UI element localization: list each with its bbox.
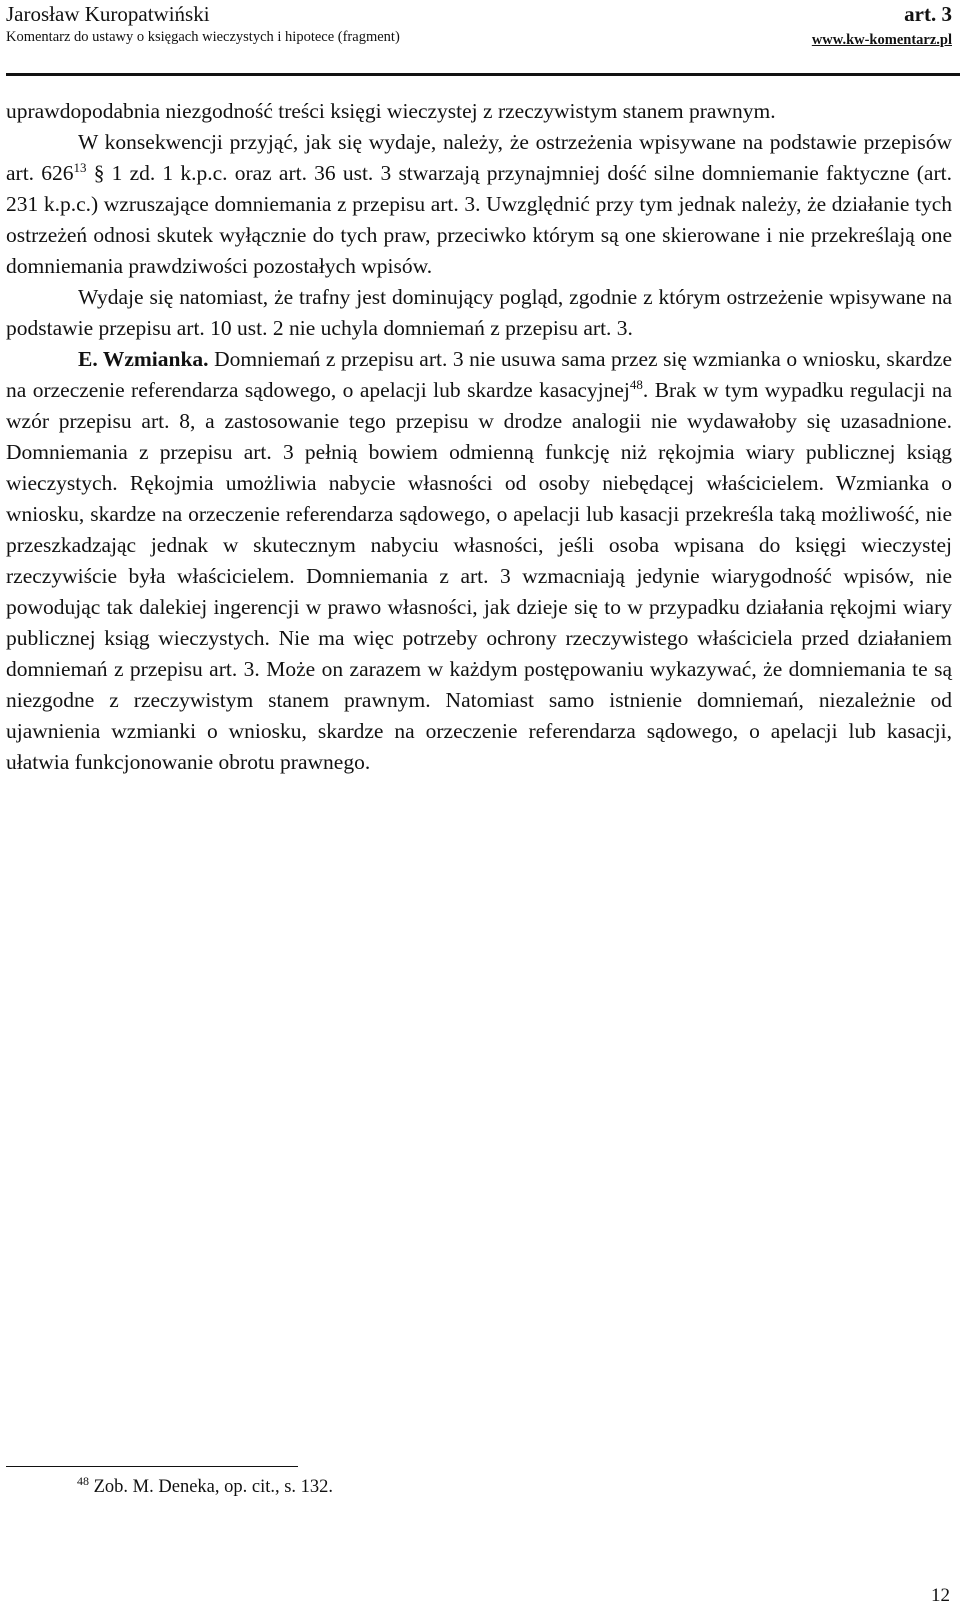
header-divider (6, 73, 960, 76)
footnote-48 (77, 1473, 334, 1498)
paragraph-4 (6, 344, 952, 778)
section-heading-e: E. Wzmianka. (78, 347, 209, 371)
paragraph-3 (6, 282, 952, 344)
paragraph-2 (6, 127, 952, 282)
document-body (6, 96, 952, 778)
header-article: art. 3 (904, 2, 952, 26)
page-header (6, 0, 952, 76)
paragraph-1-text: uprawdopodabnia niezgodność treści księgi wieczystej z rzeczywistym stanem prawnym. (6, 99, 776, 123)
paragraph-2-text-a: W konsekwencji przyjąć, jak się wydaje, należy, że ostrzeżenia wpisywane na podstawie przepisów art. 626 (6, 130, 952, 185)
paragraph-2-text-b: § 1 zd. 1 k.p.c. oraz art. 36 ust. 3 stwarzają przynajmniej dość silne domniemanie faktyczne (art. 231 k.p.c.) wzruszające domniemania z przepisu art. 3. Uwzględnić przy tym jednak należy, że działanie tych ostrzeżeń odnosi skutek wyłącznie do tych praw, przeciwko którym są one skierowane i nie przekreślają one domniemania prawdziwości pozostałych wpisów. (6, 161, 952, 278)
footnote-reference-48[interactable]: 48 (629, 376, 643, 392)
superscript-13: 13 (73, 159, 87, 175)
header-website-link[interactable]: www.kw-komentarz.pl (811, 32, 952, 48)
paragraph-3-text: Wydaje się natomiast, że trafny jest dominujący pogląd, zgodnie z którym ostrzeżenie wpisywane na podstawie przepisu art. 10 ust. 2 nie uchyla domniemań z przepisu art. 3. (6, 285, 952, 340)
header-subtitle: Komentarz do ustawy o księgach wieczystych i hipotece (fragment) (6, 29, 400, 45)
paragraph-1 (6, 96, 952, 127)
page-number: 12 (931, 1585, 950, 1606)
footnote-divider (6, 1466, 298, 1467)
paragraph-4-text-a: Domniemań z przepisu art. 3 nie usuwa sama przez się wzmianka o wniosku, skardze na orzeczenie referendarza sądowego, o apelacji lub skardze kasacyjnej (6, 347, 952, 402)
footnote-text: Zob. M. Deneka, op. cit., s. 132. (89, 1477, 334, 1497)
paragraph-4-text-b: . Brak w tym wypadku regulacji na wzór przepisu art. 8, a zastosowanie tego przepisu w drodze analogii nie wydawałoby się uzasadnione. Domniemania z przepisu art. 3 pełnią bowiem odmienną funkcję niż rękojmia wiary publicznej ksiąg wieczystych. Rękojmia umożliwia nabycie własności od osoby niebędącej właścicielem. Wzmianka o wniosku, skardze na orzeczenie referendarza sądowego, o apelacji lub kasacji przekreśla taką możliwość, nie przeszkadzając jednak w skutecznym nabyciu własności, jeśli osoba wpisana do księgi wieczystej rzeczywiście była właścicielem. Domniemania z art. 3 wzmacniają jedynie wiarygodność wpisów, nie powodując tak dalekiej ingerencji w prawo własności, jak dzieje się to w przypadku działania rękojmi wiary publicznej ksiąg wieczystych. Nie ma więc potrzeby ochrony rzeczywistego właściciela przed działaniem domniemań z przepisu art. 3. Może on zarazem w każdym postępowaniu wykazywać, że domniemania te są niezgodne z rzeczywistym stanem prawnym. Natomiast samo istnienie domniemań, niezależnie od ujawnienia wzmianki o wniosku, skardze na orzeczenie referendarza sądowego, o apelacji lub kasacji, ułatwia funkcjonowanie obrotu prawnego. (6, 378, 952, 774)
header-author: Jarosław Kuropatwiński (6, 2, 210, 26)
footnote-number: 48 (77, 1473, 89, 1488)
